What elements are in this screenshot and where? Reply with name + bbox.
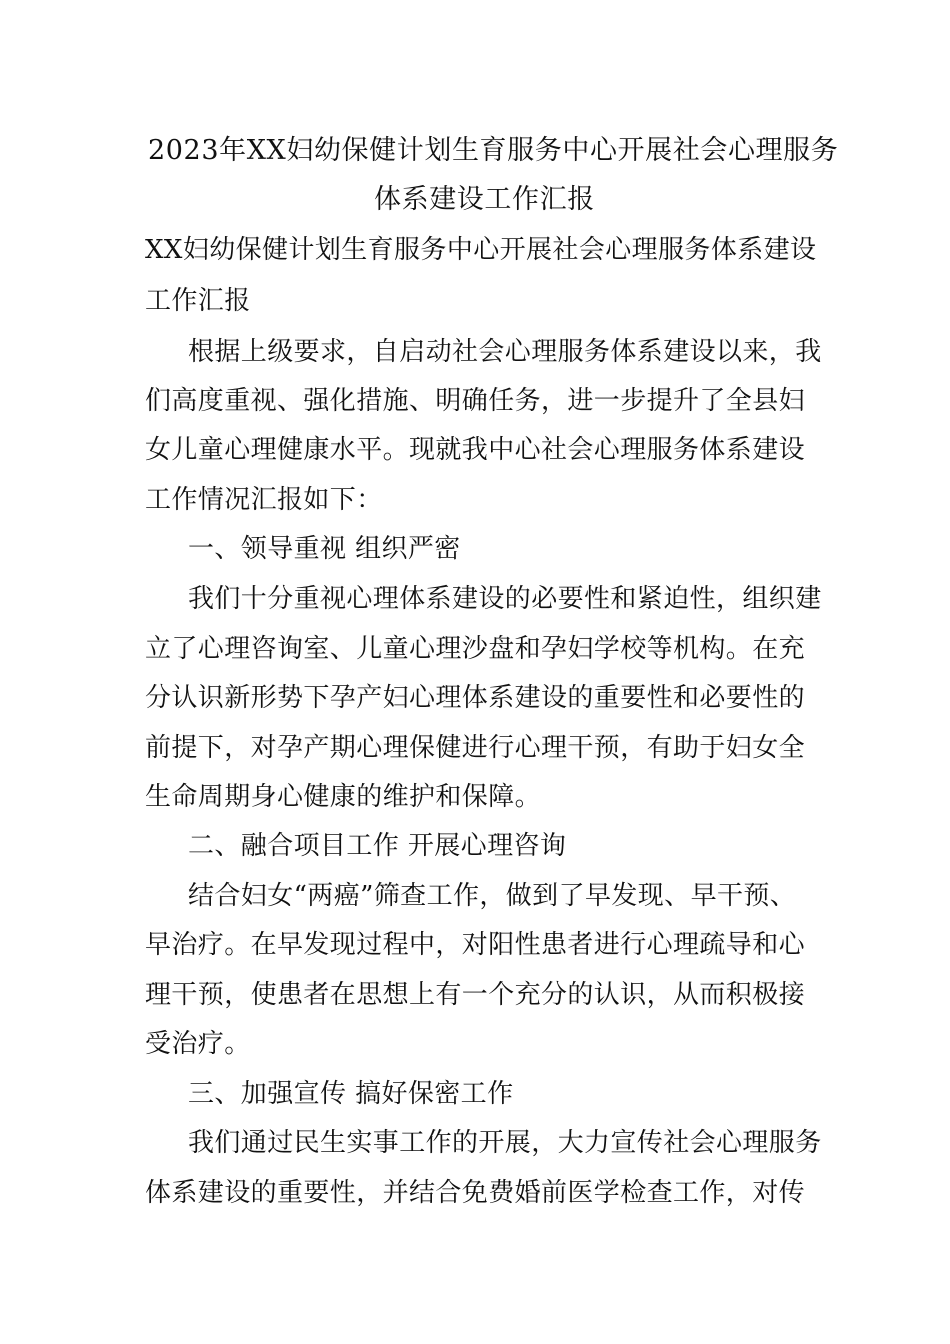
paragraph-line: 根据上级要求，自启动社会心理服务体系建设以来，我 <box>188 337 822 367</box>
document-subtitle-line-2: 工作汇报 <box>145 286 251 316</box>
paragraph-line: 受治疗。 <box>145 1029 251 1059</box>
paragraph-line: 分认识新形势下孕产妇心理体系建设的重要性和必要性的 <box>145 683 806 713</box>
paragraph-line: 早治疗。在早发现过程中，对阳性患者进行心理疏导和心 <box>145 930 806 960</box>
document-title-line-1: 2023年XX妇幼保健计划生育服务中心开展社会心理服务 <box>148 135 839 166</box>
section-heading: 二、融合项目工作 开展心理咨询 <box>188 831 567 861</box>
section-heading: 一、领导重视 组织严密 <box>188 534 461 564</box>
paragraph-line: 前提下，对孕产期心理保健进行心理干预，有助于妇女全 <box>145 733 806 763</box>
paragraph-line: 体系建设的重要性，并结合免费婚前医学检查工作，对传 <box>145 1178 806 1208</box>
paragraph-line: 工作情况汇报如下： <box>145 485 383 515</box>
paragraph-line: 女儿童心理健康水平。现就我中心社会心理服务体系建设 <box>145 435 806 465</box>
paragraph-line: 立了心理咨询室、儿童心理沙盘和孕妇学校等机构。在充 <box>145 634 806 664</box>
paragraph-line: 我们十分重视心理体系建设的必要性和紧迫性，组织建 <box>188 584 822 614</box>
paragraph-line: 理干预，使患者在思想上有一个充分的认识，从而积极接 <box>145 980 806 1010</box>
document-subtitle-line-1: XX妇幼保健计划生育服务中心开展社会心理服务体系建设 <box>145 235 817 265</box>
paragraph-line: 们高度重视、强化措施、明确任务，进一步提升了全县妇 <box>145 386 806 416</box>
paragraph-line: 我们通过民生实事工作的开展，大力宣传社会心理服务 <box>188 1128 822 1158</box>
paragraph-line: 结合妇女“两癌”筛查工作，做到了早发现、早干预、 <box>188 881 797 911</box>
document-title-line-2: 体系建设工作汇报 <box>374 184 595 215</box>
paragraph-line: 生命周期身心健康的维护和保障。 <box>145 782 542 812</box>
section-heading: 三、加强宣传 搞好保密工作 <box>188 1079 514 1109</box>
